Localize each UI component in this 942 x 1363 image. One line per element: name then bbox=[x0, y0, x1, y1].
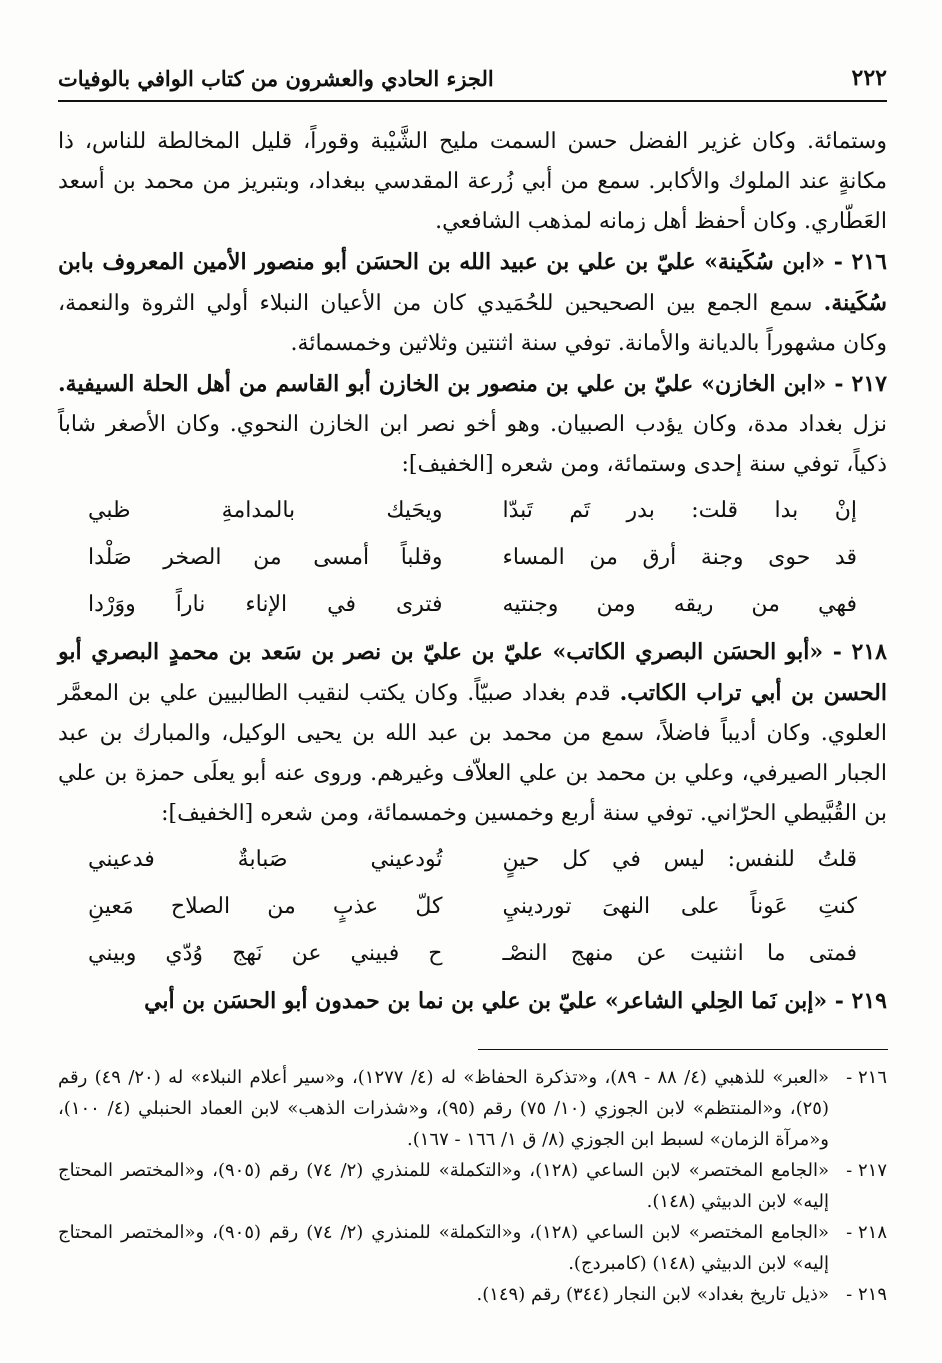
footnotes bbox=[58, 1062, 887, 1310]
footnote-text: «الجامع المختصر» لابن الساعي (١٢٨)، و«التكملة» للمنذري (٢/ ٧٤) رقم (٩٠٥)، و«المختصر المحتاج إليه» لابن الدبيثي (١٤٨). bbox=[58, 1160, 830, 1212]
entry-heading: ٢١٧ - «ابن الخازن» عليّ بن علي بن منصور بن الخازن أبو القاسم من أهل الحلة السيفية. bbox=[58, 371, 887, 397]
verse-first-hemistich: قلتُ للنفس: ليس في كل حينٍ bbox=[502, 846, 857, 872]
entry-paragraph bbox=[58, 364, 887, 485]
entry-218 bbox=[58, 632, 887, 977]
page-number: ٢٢٢ bbox=[851, 65, 887, 91]
footnote-text: «ذيل تاريخ بغداد» لابن النجار (٣٤٤) رقم (١٤٩). bbox=[476, 1284, 829, 1305]
footnote-number: ٢١٨ - bbox=[846, 1222, 887, 1243]
footnote bbox=[58, 1155, 887, 1217]
verse-second-hemistich: ح فبيني عن نَهج وُدّي وبيني bbox=[88, 940, 443, 966]
verse-second-hemistich: وقلباً أمسى من الصخر صَلْدا bbox=[88, 544, 443, 570]
verse-line bbox=[58, 487, 887, 534]
verse-first-hemistich: فهي من ريقه ومن وجنتيه bbox=[502, 591, 857, 617]
entry-paragraph bbox=[58, 981, 887, 1022]
verse-line bbox=[58, 883, 887, 930]
main-text bbox=[58, 122, 887, 1022]
running-header bbox=[58, 56, 887, 102]
footnote bbox=[58, 1217, 887, 1279]
running-title: الجزء الحادي والعشرون من كتاب الوافي بالوفيات bbox=[58, 65, 494, 91]
footnote-number: ٢١٧ - bbox=[846, 1160, 887, 1181]
entry-paragraph bbox=[58, 242, 887, 364]
entry-216 bbox=[58, 242, 887, 364]
entry-body: نزل بغداد مدة، وكان يؤدب الصبيان. وهو أخو نصر ابن الخازن النحوي. وكان الأصغر شاباً ذكياً، توفي سنة إحدى وستمائة، ومن شعره [الخفيف]: bbox=[58, 412, 887, 477]
footnote-number: ٢١٦ - bbox=[846, 1067, 887, 1088]
entry-body: قدم بغداد صبيّاً. وكان يكتب لنقيب الطالبيين علي بن المعمَّر العلوي. وكان أديباً فاضلاً، سمع من محمد بن عبد الله بن يحيى الوكيل، والمبارك بن عبد الجبار الصيرفي، وعلي بن محمد بن علي العلاّف وغيرهم. وروى عنه أبو يعلَى حمزة بن علي بن القُبَّيطي الحرّاني. توفي سنة أربع وخمسين وخمسمائة، ومن شعره [الخفيف]: bbox=[58, 681, 887, 826]
verse-line bbox=[58, 930, 887, 977]
verse-first-hemistich: قد حوى وجنة أرق من المساء bbox=[502, 544, 857, 570]
entry-heading: ٢١٦ - «ابن سُكَينة» عليّ بن علي بن عبيد الله بن الحسَن أبو منصور الأمين المعروف بابن سُكَينة. bbox=[58, 249, 887, 316]
footnote bbox=[58, 1062, 887, 1155]
entry-219 bbox=[58, 981, 887, 1022]
verse-line bbox=[58, 836, 887, 883]
entry-217 bbox=[58, 364, 887, 628]
verse-second-hemistich: فترى في الإناء ناراً ووَرْدا bbox=[88, 591, 443, 617]
entry-paragraph bbox=[58, 632, 887, 834]
verse-first-hemistich: إنْ بدا قلت: بدر تَم تَبدّا bbox=[502, 497, 857, 523]
footnote bbox=[58, 1279, 887, 1310]
intro-paragraph: وستمائة. وكان غزير الفضل حسن السمت مليح الشَّيْبة وقوراً، قليل المخالطة للناس، ذا مكانةٍ عند الملوك والأكابر. سمع من أبي زُرعة المقدسي ببغداد، وبتبريز من محمد بن أسعد العَطّاري. وكان أحفظ أهل زمانه لمذهب الشافعي. bbox=[58, 129, 887, 234]
entry-heading: ٢١٨ - «أبو الحسَن البصري الكاتب» عليّ بن عليّ بن نصر بن سَعد بن محمدٍ البصري أبو الحسن بن أبي تراب الكاتب. bbox=[58, 639, 887, 706]
verse-first-hemistich: كنتِ عَوناً على النهىَ توردينيِ bbox=[502, 893, 857, 919]
entry-body: سمع الجمع بين الصحيحين للحُمَيدي كان من الأعيان النبلاء أولي الثروة والنعمة، وكان مشهوراً بالديانة والأمانة. توفي سنة اثنتين وثلاثين وخمسمائة. bbox=[58, 291, 887, 356]
footnote-text: «العبر» للذهبي (٤/ ٨٨ - ٨٩)، و«تذكرة الحفاظ» له (٤/ ١٢٧٧)، و«سير أعلام النبلاء» له (٢٠/ ٤٩) رقم (٢٥)، و«المنتظم» لابن الجوزي (١٠/ ٧٥) رقم (٩٥)، و«شذرات الذهب» لابن العماد الحنبلي (٤/ ١٠٠)، و«مرآة الزمان» لسبط ابن الجوزي (٨/ ق ١/ ١٦٦ - ١٦٧). bbox=[58, 1067, 830, 1150]
entry-heading: ٢١٩ - «إبن نَما الحِلي الشاعر» عليّ بن علي بن نما بن حمدون أبو الحسَن بن أبي bbox=[144, 988, 887, 1014]
verse-line bbox=[58, 534, 887, 581]
footnote-number: ٢١٩ - bbox=[846, 1284, 887, 1305]
verse-first-hemistich: فمتى ما انثنيت عن منهج النصْـ bbox=[502, 940, 857, 966]
footnote-text: «الجامع المختصر» لابن الساعي (١٢٨)، و«التكملة» للمنذري (٢/ ٧٤) رقم (٩٠٥)، و«المختصر المحتاج إليه» لابن الدبيثي (١٤٨) (كامبردج). bbox=[58, 1222, 830, 1274]
poem bbox=[58, 836, 887, 977]
footnote-divider bbox=[478, 1049, 888, 1050]
verse-second-hemistich: ويحَيك بالمدامةِ ظبي bbox=[88, 497, 443, 523]
verse-second-hemistich: كلّ عذبٍ من الصلاح مَعينِ bbox=[88, 893, 443, 919]
verse-second-hemistich: تُودعيني صَبابةٌ فدعيني bbox=[88, 846, 443, 872]
poem bbox=[58, 487, 887, 628]
verse-line bbox=[58, 581, 887, 628]
